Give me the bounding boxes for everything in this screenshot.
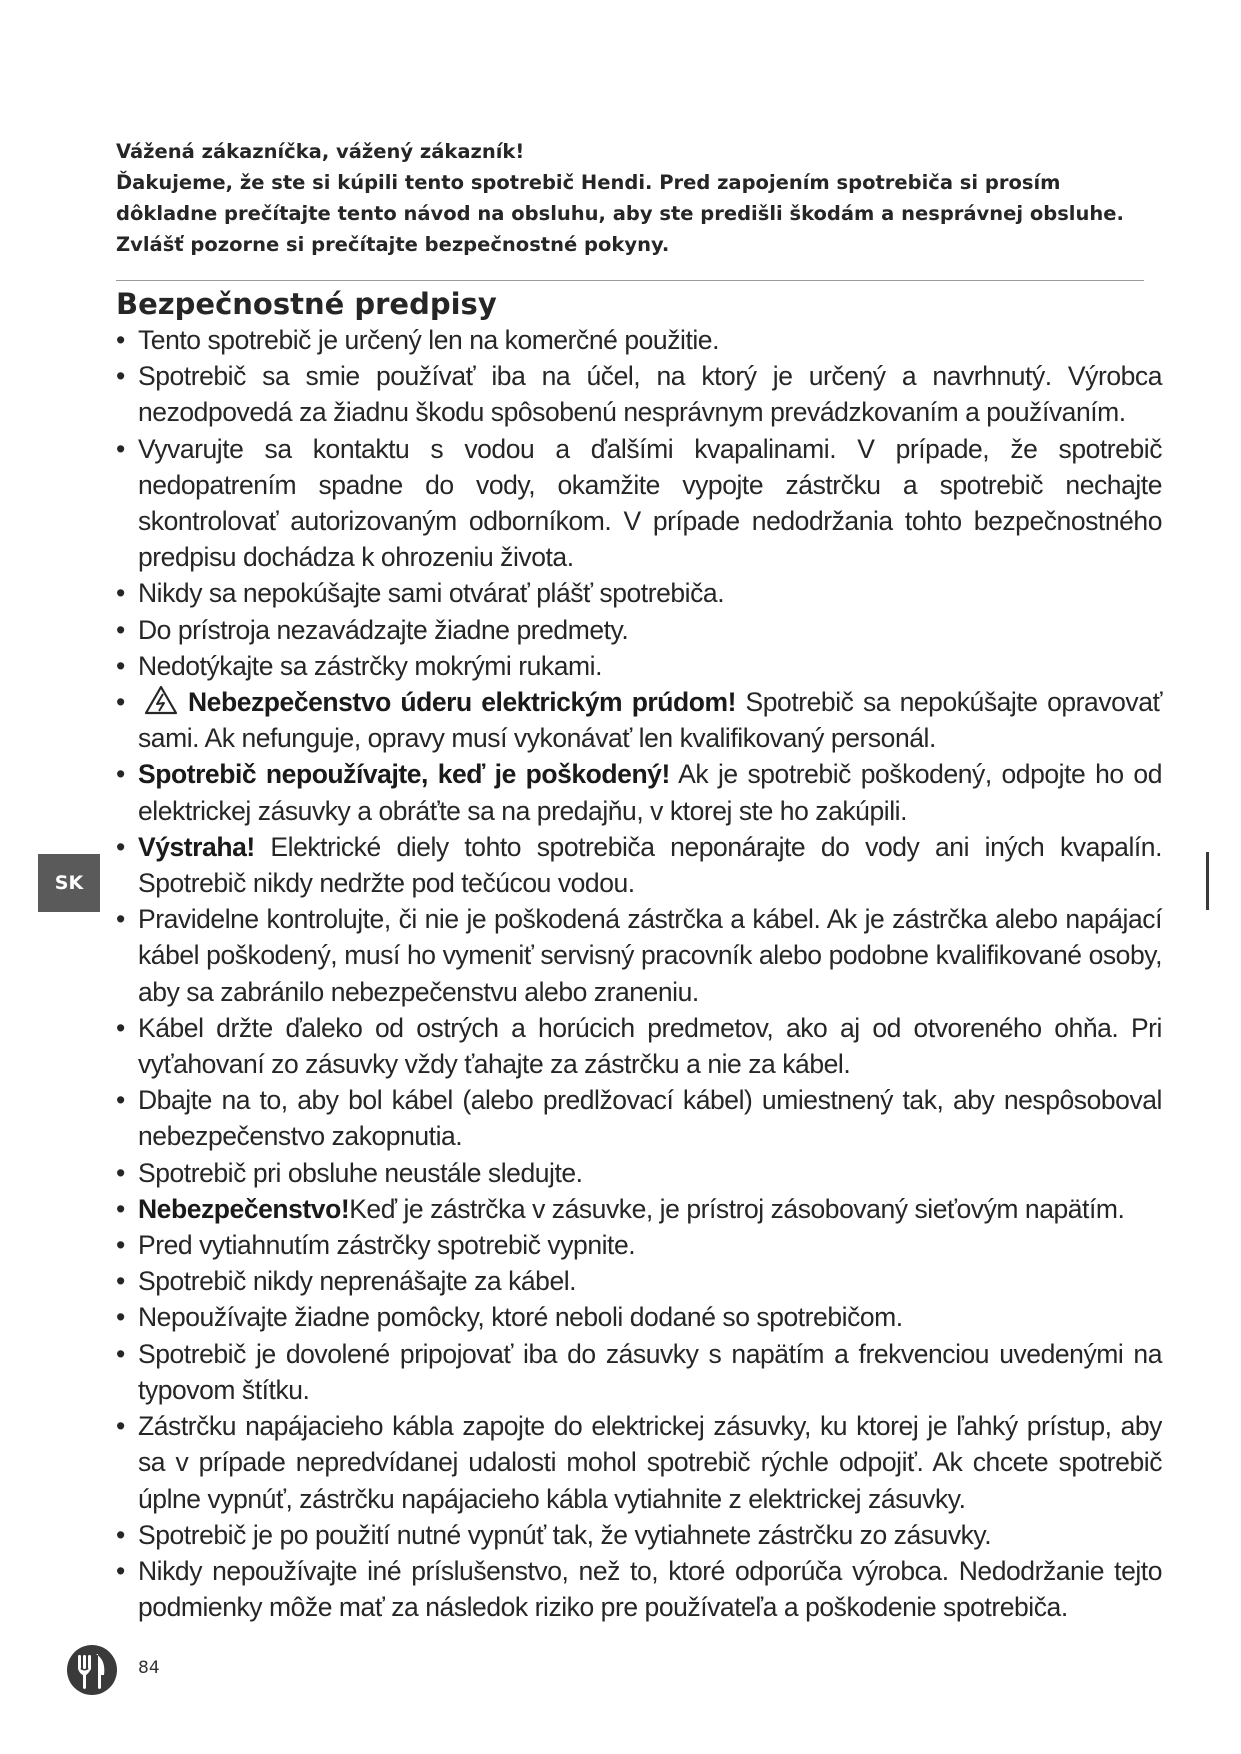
safety-rules-list bbox=[116, 322, 1162, 1625]
rule-text: Dbajte na to, aby bol kábel (alebo predlžovací kábel) umiestnený tak, aby nespôsoboval nebezpečenstvo zakopnutia. bbox=[138, 1085, 1162, 1152]
language-tab bbox=[38, 854, 100, 912]
rule-text: Spotrebič sa nepokúšajte opravovať sami. Ak nefunguje, opravy musí vykonávať len kvalifikovaný personál. bbox=[138, 687, 1162, 754]
rule-bold: Nebezpečenstvo úderu elektrickým prúdom! bbox=[188, 687, 736, 718]
intro-greeting: Vážená zákazníčka, vážený zákazník! bbox=[116, 140, 525, 163]
list-item bbox=[116, 756, 1162, 828]
list-item bbox=[116, 648, 1162, 684]
list-item bbox=[116, 1517, 1162, 1553]
list-item bbox=[116, 1082, 1162, 1154]
rule-text: Pravidelne kontrolujte, či nie je poškodená zástrčka a kábel. Ak je zástrčka alebo napájací kábel poškodený, musí ho vymeniť servisný pracovník alebo podobne kvalifikované osoby, aby sa zabránilo nebezpečenstvu alebo zraneniu. bbox=[138, 904, 1162, 1007]
list-item bbox=[116, 1263, 1162, 1299]
rule-bold: Nebezpečenstvo! bbox=[138, 1193, 350, 1224]
list-item bbox=[116, 684, 1162, 756]
intro-text: Ďakujeme, že ste si kúpili tento spotrebič Hendi. Pred zapojením spotrebiča si prosím dôkladne prečítajte tento návod na obsluhu, aby ste predišli škodám a nesprávnej obsluhe. Zvlášť pozorne si prečítajte bezpečnostné pokyny. bbox=[116, 171, 1124, 256]
rule-text: Ak je spotrebič poškodený, odpojte ho od elektrickej zásuvky a obráťte sa na predajňu, v ktorej ste ho zakúpili. bbox=[138, 759, 1163, 826]
rule-text: Kábel držte ďaleko od ostrých a horúcich predmetov, ako aj od otvoreného ohňa. Pri vyťahovaní zo zásuvky vždy ťahajte za zástrčku a nie za kábel. bbox=[138, 1012, 1162, 1080]
rule-text: Vyvarujte sa kontaktu s vodou a ďalšími kvapalinami. V prípade, že spotrebič nedopatrením spadne do vody, okamžite vypojte zástrčku a spotrebič nechajte skontrolovať autorizovaným odborníkom. V prípade nedodržania tohto bezpečnostného predpisu dochádza k ohrozeniu života. bbox=[138, 433, 1162, 573]
list-item bbox=[116, 431, 1162, 576]
language-tab-label: SK bbox=[54, 872, 84, 894]
list-item bbox=[116, 1553, 1162, 1625]
list-item bbox=[116, 612, 1162, 648]
list-item bbox=[116, 901, 1162, 1010]
rule-text: Do prístroja nezavádzajte žiadne predmety. bbox=[138, 614, 629, 645]
list-item bbox=[116, 829, 1162, 901]
rule-text: Spotrebič nikdy neprenášajte za kábel. bbox=[138, 1266, 577, 1297]
rule-text: Nepoužívajte žiadne pomôcky, ktoré neboli dodané so spotrebičom. bbox=[138, 1302, 903, 1333]
divider bbox=[116, 280, 1144, 281]
list-item bbox=[116, 1155, 1162, 1191]
list-item bbox=[116, 1191, 1162, 1227]
rule-text: Tento spotrebič je určený len na komerčné použitie. bbox=[138, 325, 719, 355]
rule-text: Pred vytiahnutím zástrčky spotrebič vypnite. bbox=[138, 1230, 636, 1261]
rule-text: Nikdy nepoužívajte iné príslušenstvo, než to, ktoré odporúča výrobca. Nedodržanie tejto podmienky môže mať za následok riziko pre používateľa a poškodenie spotrebiča. bbox=[138, 1555, 1162, 1623]
rule-text: Spotrebič sa smie používať iba na účel, na ktorý je určený a navrhnutý. Výrobca nezodpovedá za žiadnu škodu spôsobenú nesprávnym prevádzkovaním a používaním. bbox=[138, 361, 1162, 428]
list-item bbox=[116, 575, 1162, 611]
rule-text: Nikdy sa nepokúšajte sami otvárať plášť spotrebiča. bbox=[138, 578, 725, 609]
page-number: 84 bbox=[138, 1658, 160, 1678]
intro bbox=[116, 136, 1146, 260]
electric-warning-icon bbox=[144, 685, 178, 715]
list-item bbox=[116, 1299, 1162, 1335]
list-item bbox=[116, 1010, 1162, 1082]
hendi-cutlery-logo-icon bbox=[66, 1644, 118, 1696]
rule-bold: Výstraha! bbox=[138, 831, 255, 862]
rule-text: Zástrčku napájacieho kábla zapojte do elektrickej zásuvky, ku ktorej je ľahký prístup, aby sa v prípade nepredvídanej udalosti mohol spotrebič rýchle odpojiť. Ak chcete spotrebič úplne vypnúť, zástrčku napájacieho kábla vytiahnite z elektrickej zásuvky. bbox=[138, 1411, 1162, 1514]
list-item bbox=[116, 1336, 1162, 1408]
list-item bbox=[116, 1408, 1162, 1517]
list-item bbox=[116, 1227, 1162, 1263]
margin-marker bbox=[1206, 852, 1209, 910]
list-item bbox=[116, 322, 1162, 358]
rule-bold: Spotrebič nepoužívajte, keď je poškodený! bbox=[138, 759, 670, 790]
rule-text: Spotrebič je po použití nutné vypnúť tak, že vytiahnete zástrčku zo zásuvky. bbox=[138, 1519, 992, 1550]
rule-text: Spotrebič pri obsluhe neustále sledujte. bbox=[138, 1157, 583, 1188]
list-item bbox=[116, 358, 1162, 430]
section-title: Bezpečnostné predpisy bbox=[116, 287, 497, 321]
rule-text: Spotrebič je dovolené pripojovať iba do zásuvky s napätím a frekvenciou uvedenými na typovom štítku. bbox=[138, 1338, 1162, 1405]
rule-text: Keď je zástrčka v zásuvke, je prístroj zásobovaný sieťovým napätím. bbox=[349, 1193, 1125, 1224]
rule-text: Elektrické diely tohto spotrebiča neponárajte do vody ani iných kvapalín. Spotrebič nikdy nedržte pod tečúcou vodou. bbox=[138, 831, 1162, 899]
rule-text: Nedotýkajte sa zástrčky mokrými rukami. bbox=[138, 650, 602, 681]
